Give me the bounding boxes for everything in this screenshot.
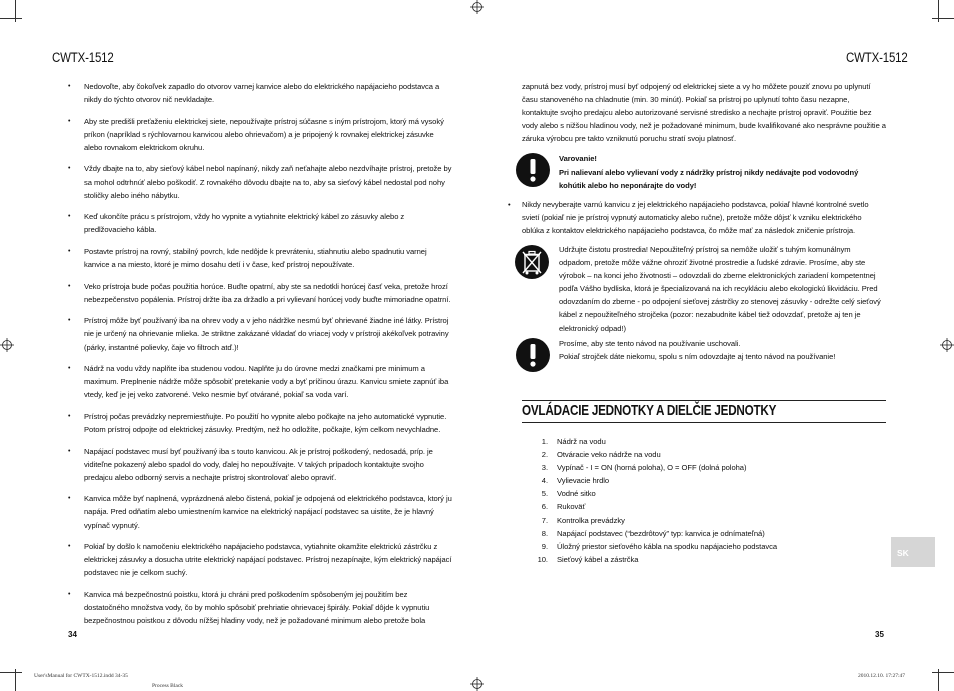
section-title: OVLÁDACIE JEDNOTKY A DIELČIE JEDNOTKY [522,402,777,419]
bullet-marker: • [508,200,511,209]
footer-timestamp: 2010.12.10. 17:27:47 [858,673,906,679]
registration-mark-icon [470,677,484,691]
list-item: • Pokiaľ by došlo k namočeniu elektrického napájacieho podstavca, vytiahnite okamžite elektrickú zástrčku z elektrickej zásuvky a dosucha utrite elektrický napájací podstavec. Prístroj nezapínajte, kým elektrický napájací podstavec nie je celkom suchý. [60,540,452,579]
page-number-right: 35 [875,630,884,639]
part-number: 3. [541,463,548,473]
part-label: Vodné sitko [557,489,596,499]
page-header-model-right: CWTX-1512 [846,50,908,65]
crop-mark [932,672,954,673]
part-number: 1. [541,437,548,446]
keep-manual-text: Prosíme, aby ste tento návod na používanie uschovali. Pokiaľ strojček dáte niekomu, spolu s ním odovzdajte aj tento návod na používanie! [559,339,836,362]
warning-exclamation-icon [515,152,551,188]
part-item [530,461,880,474]
part-number: 6. [541,502,548,512]
crop-mark [0,18,22,19]
right-bullet-text: Nikdy nevyberajte varnú kanvicu z jej elektrického napájacieho podstavca, pokiaľ hlavné kontrolné svetlo svietí (pokiaľ nie je prístroj vypnutý automaticky alebo ručne), pretože môže dôjsť k vzniku elektrického oblúka z kontaktov elektrického napájacieho podstavca, čo môže mať za následok zničenie prístroja. [522,200,869,236]
part-label: Vylievacie hrdlo [557,476,610,486]
page-number-left: 34 [68,630,77,639]
part-item [530,553,880,566]
warning-exclamation-icon [515,337,551,373]
list-item: • Keď ukončíte prácu s prístrojom, vždy ho vypnite a vytiahnite elektrický kábel zo zásuvky alebo z predlžovacieho kábla. [60,210,452,236]
registration-mark-icon [470,0,484,14]
part-item [530,487,880,500]
recycle-paragraph: Udržujte čistotu prostredia! Nepoužiteľný prístroj sa nemôže uložiť s tuhým komunálnym odpadom, pretože môže vážne ohroziť životné prostredie a ľudské zdravie. Prosíme, aby ste výrobok – na konci jeho životnosti – odovzdali do zberne elektronických zariadení kompetentnej podľa Vášho bydliska, ktorá je špecializovaná na ich recykláciu alebo ekologickú likvidáciu. Pred odovzdaním do zberne - po odpojení sieťovej zástrčky zo stenovej zásuvky - odrežte celý sieťový kábel z nepoužiteľného strojčeka (pozor: nezabudnite kábel tiež odovzdať, pretože aj ten je elektronický odpad!) [559,245,881,333]
part-item [530,540,880,553]
weee-crossed-bin-icon [514,244,550,280]
part-label: Napájací podstavec (“bezdrôtový” typ: kanvica je odnímateľná) [557,528,765,538]
footer-process: Process Black [152,683,184,689]
crop-mark [0,672,22,673]
part-number: 4. [541,476,548,486]
part-label: Nádrž na vodu [557,437,606,446]
part-label: Otváracie veko nádrže na vodu [557,450,661,460]
list-item: • Vždy dbajte na to, aby sieťový kábel nebol napínaný, nikdy zaň neťahajte alebo nezdvíhajte prístroj, pretože by sa mohol odtrhnúť alebo poškodiť. Z rovnakého dôvodu dbajte na to, aby sa sieťový kábel nedostal pod nohy stoličky alebo iného nábytku. [60,162,452,201]
list-item: • Prístroj počas prevádzky nepremiestňujte. Po použití ho vypnite alebo počkajte na jeho automatické vypnutie. Potom prístroj odpojte od elektrickej zásuvky. Predtým, než ho odložíte, počkajte, kým celkom nevychladne. [60,410,452,436]
list-item: • Veko prístroja bude počas použitia horúce. Buďte opatrní, aby ste sa nedotkli horúcej časť veka, pretože hrozí nebezpečenstvo popálenia. Prístroj držte iba za držadlo a pri vylievaní horúcej vody buďte mimoriadne opatrní. [60,280,452,306]
part-label: Úložný priestor sieťového kábla na spodku napájacieho podstavca [557,541,778,551]
registration-mark-icon [940,338,954,352]
part-number: 9. [541,541,548,551]
part-item [530,527,880,540]
parts-list [530,435,880,566]
list-item: • Aby ste predišli preťaženiu elektrickej siete, nepoužívajte prístroj súčasne s iným prístrojom, ktorý má vysoký príkon (napríklad s rýchlovarnou kanvicou alebo ohrievačom) a je pripojený k rovnakej elektrickej zásuvke alebo rovnakom elektrickom okruhu. [60,115,452,154]
safety-bullet-list [60,80,452,636]
part-item [530,435,880,448]
language-tab-label: SK [897,548,909,558]
part-item [530,448,880,461]
list-item: • Prístroj môže byť používaný iba na ohrev vody a v jeho nádržke nesmú byť ohrievané žiadne iné látky. Prístroj nie je určený na ohrievanie mlieka. Je striktne zakázané vkladať do vriacej vody v prístroji akékoľvek potraviny (párky, instantné polievky, čaje vo filtroch atď.)! [60,314,452,353]
part-item [530,500,880,513]
list-item: • Kanvica má bezpečnostnú poistku, ktorá ju chráni pred poškodením spôsobeným jej použitím bez dostatočného množstva vody, čo by mohlo spôsobiť prehriatie ohrievacej špirály. Pokiaľ dôjde k vypnutiu bezpečnostnou poistkou z dôvodu nížšej hladiny vody, než je požadované minimum alebo pretože bola [60,588,452,627]
registration-mark-icon [0,338,14,352]
part-number: 10. [537,554,548,564]
footer-file: User'sManual for CWTX-1512.indd 34-35 [34,673,128,679]
list-item: • Kanvica môže byť naplnená, vyprázdnená alebo čistená, pokiaľ je odpojená od elektrického podstavca, ktorý ju napája. Pred odňatím alebo umiestnením kanvice na elektrický napájací podstavec sa uistite, že je hlavný vypínač vypnutý. [60,492,452,531]
part-item [530,474,880,487]
list-item: • Nedovoľte, aby čokoľvek zapadlo do otvorov varnej kanvice alebo do elektrického napájacieho podstavca a nikdy do týchto otvorov nič nevkladajte. [60,80,452,106]
list-item: • Postavte prístroj na rovný, stabilný povrch, kde nedôjde k prevráteniu, stiahnutiu alebo spadnutiu varnej kanvice a na miesto, ktoré je mimo dosahu detí i v čase, keď prístroj nepoužívate. [60,245,452,271]
part-label: Kontrolka prevádzky [557,515,625,525]
continuation-paragraph: zapnutá bez vody, prístroj musí byť odpojený od elektrickej siete a vy ho môžete pouziť znovu po uplynutí času stanoveného na chladnutie (min. 30 minút). Pokiaľ sa prístroj po uplynutí tohto času nezapne, kontaktujte svojho predajcu alebo autorizované servisné stredisko a nechajte prístroj opraviť. Pouźitie bez vody alebo s nižšou hladinou vody, než je požadované minimum, bude kvalifikované ako nesprávne použitie a záruka výrobcu pre takto vzniknutú poruchu stratí svoju platnosť. [522,82,886,144]
part-number: 5. [541,489,548,499]
warning-title: Varovanie! [559,154,597,163]
part-label: Sieťový kábel a zástrčka [557,554,639,564]
list-item: • Nádrž na vodu vždy naplňte iba studenou vodou. Naplňte ju do úrovne medzi značkami pre minimum a maximum. Preplnenie nádrže môže spôsobiť pretekanie vody a byť príčinou úrazu. Kanvicu smiete zapnúť iba vtedy, keď je jej veko zatvorené. Veko nesmie byť otvárané, pokiaľ sa voda varí. [60,362,452,401]
list-item: • Napájací podstavec musí byť používaný iba s touto kanvicou. Ak je prístroj poškodený, nedosadá, príp. je viditeľne pokazený alebo spadol do vody, ďalej ho nepoužívajte. V takých prípadoch kontaktujte svojho predajcu alebo odborný servis a nechajte prístroj skontrolovať alebo opraviť. [60,445,452,484]
warning-text: Pri nalievaní alebo vylievaní vody z nádržky prístroj nikdy nedávajte pod vodovodný kohútik alebo ho neponárajte do vody! [559,168,859,191]
crop-mark [932,18,954,19]
part-number: 8. [541,528,548,538]
page-header-model-left: CWTX-1512 [52,50,114,65]
part-label: Rukoväť [557,502,586,512]
part-label: Vypínač - I = ON (horná poloha), O = OFF (dolná poloha) [557,463,747,473]
part-number: 2. [541,450,548,460]
section-header [522,400,886,423]
part-number: 7. [541,515,548,525]
part-item [530,514,880,527]
